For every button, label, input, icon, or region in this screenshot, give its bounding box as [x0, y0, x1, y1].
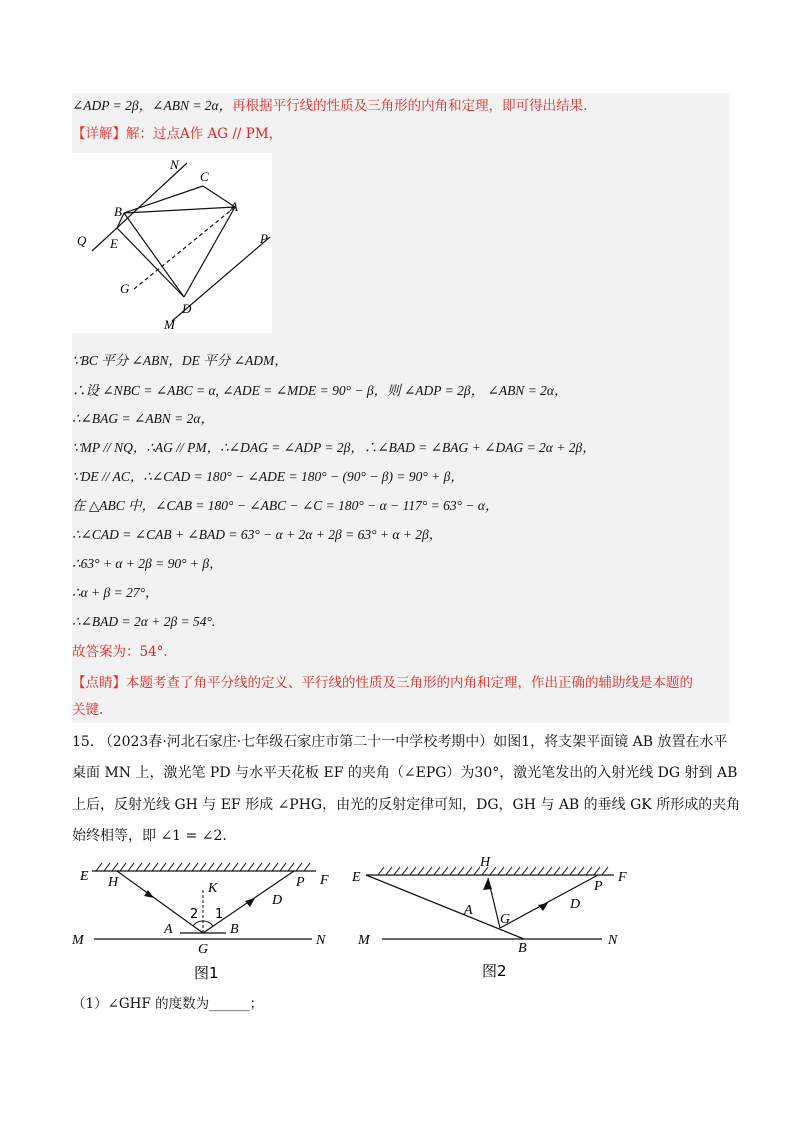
- solution-comment-2: 关键.: [72, 702, 104, 718]
- fig-label-E: E: [110, 236, 118, 251]
- fig-label-G: G: [120, 281, 130, 296]
- fig1-label-K: K: [208, 881, 218, 896]
- solution-comment-1: 【点睛】本题考查了角平分线的定义、平行线的性质及三角形的内角和定理，作出正确的辅助线是本题的: [72, 675, 693, 691]
- fig2-label-M: M: [358, 933, 370, 948]
- question-line-1: 15. （2023春·河北石家庄·七年级石家庄市第二十一中学校考期中）如图1，将支架平面镜 AB 放置在水平: [72, 734, 728, 750]
- figure-2: [352, 850, 632, 985]
- solution-step-2: ∴设 ∠NBC = ∠ABC = α, ∠ADE = ∠MDE = 90° − β，则 ∠ADP = 2β， ∠ABN = 2α，: [72, 383, 568, 398]
- question-line-2: 桌面 MN 上，激光笔 PD 与水平天花板 EF 的夹角（∠EPG）为30°，激光笔发出的入射光线 DG 射到 AB: [72, 765, 738, 781]
- fig2-label-F: F: [618, 870, 627, 885]
- solution-step-1: ∵BC 平分 ∠ABN，DE 平分 ∠ADM，: [72, 353, 288, 368]
- fig-label-C: C: [200, 169, 209, 184]
- fig2-label-H: H: [480, 855, 491, 870]
- fig1-label-E: E: [80, 869, 89, 884]
- fig1-label-N: N: [316, 933, 326, 948]
- fig2-label-N: N: [608, 933, 618, 948]
- fig1-label-F: F: [320, 873, 329, 888]
- fig-label-P: P: [260, 231, 268, 246]
- fig1-caption: 图1: [194, 964, 219, 982]
- fig1-label-angle1: 1: [215, 907, 224, 922]
- solution-answer: 故答案为：54°.: [72, 644, 168, 660]
- fig-label-M: M: [164, 317, 175, 332]
- solution-step-8: ∴63° + α + 2β = 90° + β，: [72, 556, 223, 571]
- fig-label-Q: Q: [77, 233, 87, 248]
- fig2-label-B: B: [518, 941, 527, 956]
- solution-step-6: 在 △ABC 中，∠CAB = 180° − ∠ABC − ∠C = 180° − α − 117° = 63° − α，: [72, 498, 499, 513]
- fig2-label-A: A: [464, 903, 473, 918]
- solution-step-7: ∴∠CAD = ∠CAB + ∠BAD = 63° − α + 2α + 2β = 63° + α + 2β，: [72, 527, 443, 542]
- fig-label-B: B: [114, 204, 122, 219]
- fig2-label-G: G: [500, 912, 511, 927]
- fig1-label-D: D: [272, 893, 283, 908]
- fig1-label-angle2: 2: [190, 907, 199, 922]
- solution-figure: [72, 153, 272, 333]
- fig1-label-H: H: [108, 875, 119, 890]
- fig-label-N: N: [170, 157, 179, 172]
- sub-question-1: （1）∠GHF 的度数为______；: [72, 996, 264, 1012]
- question-line-4: 始终相等，即 ∠1 = ∠2.: [72, 828, 227, 844]
- solution-step-5: ∵DE // AC，∴∠CAD = 180° − ∠ADE = 180° − (90° − β) = 90° + β，: [72, 469, 464, 484]
- solution-step-4: ∵MP // NQ，∴AG // PM，∴∠DAG = ∠ADP = 2β，∴∠BAD = ∠BAG + ∠DAG = 2α + 2β，: [72, 440, 596, 455]
- solution-step-10: ∴∠BAD = 2α + 2β = 54°.: [72, 614, 216, 629]
- fig-label-A: A: [230, 199, 238, 214]
- fig2-label-P: P: [594, 879, 603, 894]
- fig1-label-A: A: [164, 922, 173, 937]
- solution-line-1: ∠ADP = 2β，∠ABN = 2α，再根据平行线的性质及三角形的内角和定理，即可得出结果.: [72, 98, 588, 114]
- fig2-caption: 图2: [482, 962, 507, 980]
- solution-step-9: ∴α + β = 27°，: [72, 585, 159, 600]
- fig1-label-P: P: [296, 875, 305, 890]
- solution-detail: 【详解】解：过点A作 AG // PM，: [72, 126, 283, 142]
- solution-step-3: ∴∠BAG = ∠ABN = 2α，: [72, 411, 215, 426]
- figure-1: [72, 850, 342, 985]
- fig2-label-D: D: [570, 897, 581, 912]
- question-line-3: 上后，反射光线 GH 与 EF 形成 ∠PHG，由光的反射定律可知，DG，GH 与 AB 的垂线 GK 所形成的夹角: [72, 797, 741, 813]
- fig1-label-M: M: [72, 933, 84, 948]
- fig-label-D: D: [182, 301, 192, 316]
- fig2-label-E: E: [352, 870, 361, 885]
- fig1-label-B: B: [230, 922, 239, 937]
- fig1-label-G: G: [198, 942, 209, 957]
